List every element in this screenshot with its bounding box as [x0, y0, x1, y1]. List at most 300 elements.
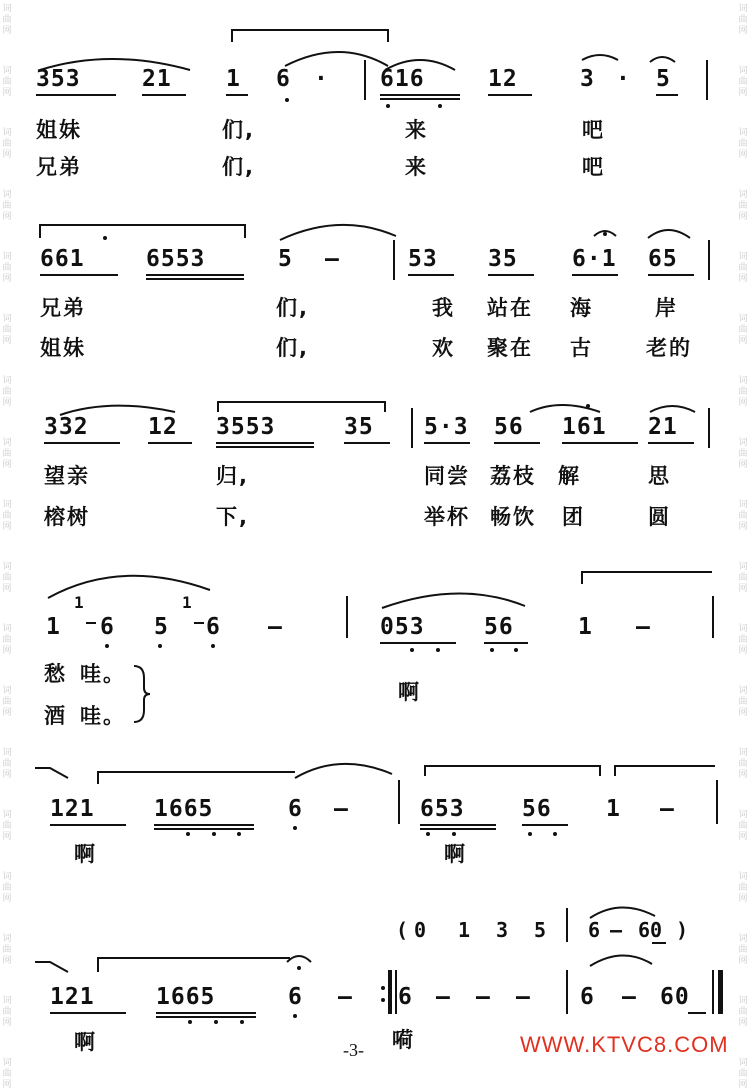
slur	[35, 962, 68, 972]
dash: —	[338, 984, 353, 1010]
lyric: 啊	[398, 680, 421, 704]
underline	[44, 442, 120, 444]
lyric: 圆	[648, 505, 671, 529]
fermata	[287, 956, 311, 962]
note: 6	[206, 614, 221, 640]
underline	[146, 278, 244, 280]
watermark-glyph: 词	[738, 128, 748, 138]
underline	[420, 828, 496, 830]
watermark-glyph: 词	[738, 872, 748, 882]
low-octave-dot	[188, 1020, 192, 1024]
lyric: 聚在	[487, 336, 533, 360]
lyric: 们,	[222, 155, 255, 179]
note-group: 12	[148, 414, 178, 440]
watermark-glyph: 曲	[738, 883, 748, 893]
underline	[408, 274, 454, 276]
lyric: 来	[405, 118, 428, 142]
dash: —	[660, 796, 675, 822]
lyric: 思	[648, 464, 671, 488]
low-octave-dot	[528, 832, 532, 836]
underline	[216, 446, 314, 448]
watermark-glyph: 网	[738, 646, 748, 656]
watermark-glyph: 网	[738, 460, 748, 470]
watermark-glyph: 网	[738, 956, 748, 966]
low-octave-dot	[158, 644, 162, 648]
underline	[156, 1012, 256, 1014]
watermark-glyph: 曲	[738, 449, 748, 459]
bracket	[582, 572, 712, 584]
watermark-glyph: 曲	[2, 945, 12, 955]
watermark-glyph: 网	[738, 150, 748, 160]
watermark-glyph: 曲	[2, 635, 12, 645]
underline	[656, 94, 678, 96]
accomp-close-paren: )	[676, 918, 689, 942]
watermark-glyph: 曲	[738, 635, 748, 645]
high-octave-dot	[103, 236, 107, 240]
lyric: 团	[562, 505, 585, 529]
underline	[420, 824, 496, 826]
low-octave-dot	[436, 648, 440, 652]
note-group: 161	[562, 414, 607, 440]
site-watermark: WWW.KTVC8.COM	[520, 1032, 729, 1057]
repeat-dot	[381, 998, 385, 1002]
watermark-glyph: 网	[738, 832, 748, 842]
note-group: 121	[50, 984, 95, 1010]
lyric: 榕树	[44, 505, 90, 529]
watermark-glyph: 曲	[2, 15, 12, 25]
watermark-glyph: 网	[2, 770, 12, 780]
lyric: 啊	[74, 1030, 97, 1054]
lyric: 姐妹	[36, 118, 82, 142]
watermark-glyph: 网	[738, 522, 748, 532]
watermark-glyph: 词	[738, 934, 748, 944]
watermark-glyph: 曲	[738, 139, 748, 149]
watermark-glyph: 词	[738, 438, 748, 448]
barline	[364, 60, 366, 100]
watermark-glyph: 词	[738, 1058, 748, 1068]
underline	[148, 442, 192, 444]
underline	[380, 642, 456, 644]
watermark-glyph: 网	[738, 894, 748, 904]
watermark-glyph: 网	[2, 336, 12, 346]
watermark-glyph: 曲	[738, 201, 748, 211]
low-octave-dot	[490, 648, 494, 652]
brace-icon	[132, 664, 152, 724]
note-group: 353	[36, 66, 81, 92]
slur	[285, 52, 388, 66]
bracket	[232, 30, 388, 42]
underline	[146, 274, 244, 276]
watermark-glyph: 网	[738, 88, 748, 98]
note-group: 661	[40, 246, 85, 272]
watermark-glyph: 网	[738, 1018, 748, 1028]
bracket	[98, 772, 295, 784]
watermark-glyph: 网	[2, 832, 12, 842]
watermark-glyph: 网	[2, 584, 12, 594]
underline	[154, 824, 254, 826]
underline	[156, 1016, 256, 1018]
watermark-glyph: 曲	[2, 573, 12, 583]
note: 6	[580, 984, 595, 1010]
underline	[50, 1012, 126, 1014]
watermark-glyph: 词	[738, 500, 748, 510]
watermark-glyph: 曲	[2, 759, 12, 769]
lyric: 岸	[655, 296, 678, 320]
watermark-glyph: 词	[2, 66, 12, 76]
watermark-glyph: 曲	[738, 1069, 748, 1079]
accomp-open-paren: (	[396, 918, 409, 942]
bracket	[425, 766, 600, 776]
low-octave-dot	[426, 832, 430, 836]
underline	[522, 824, 568, 826]
watermark-glyph: 词	[2, 810, 12, 820]
lyric: 望亲	[44, 464, 90, 488]
repeat-barline-thick	[388, 970, 392, 1014]
low-octave-dot	[553, 832, 557, 836]
watermark-glyph: 网	[738, 770, 748, 780]
note-group: 6	[276, 66, 291, 92]
low-octave-dot	[240, 1020, 244, 1024]
grace-note: 1	[74, 593, 85, 612]
slur	[648, 230, 690, 238]
underline	[50, 824, 126, 826]
watermark-glyph: 网	[738, 1080, 748, 1090]
watermark-glyph: 曲	[738, 945, 748, 955]
accomp-note: 60	[638, 918, 663, 942]
watermark-glyph: 曲	[738, 15, 748, 25]
low-octave-dot	[386, 104, 390, 108]
low-octave-dot	[212, 832, 216, 836]
lyric: 哇。	[80, 662, 126, 686]
slur	[582, 55, 618, 60]
dash: —	[334, 796, 349, 822]
repeat-barline-thin	[395, 970, 397, 1014]
watermark-glyph: 网	[738, 398, 748, 408]
watermark-glyph: 词	[2, 996, 12, 1006]
watermark-glyph: 网	[2, 708, 12, 718]
watermark-glyph: 网	[738, 708, 748, 718]
note-group: 21	[142, 66, 172, 92]
underline	[484, 642, 528, 644]
barline	[346, 596, 348, 638]
slur	[382, 593, 525, 608]
underline	[154, 828, 254, 830]
barline	[566, 970, 568, 1014]
grace-tie	[86, 622, 96, 624]
lyric: 哇。	[80, 704, 126, 728]
note: 6	[288, 984, 303, 1010]
watermark-glyph: 网	[2, 522, 12, 532]
barline	[712, 596, 714, 638]
watermark-glyph: 词	[738, 810, 748, 820]
watermark-glyph: 词	[738, 66, 748, 76]
watermark-glyph: 曲	[2, 1069, 12, 1079]
watermark-glyph: 词	[738, 252, 748, 262]
underline	[562, 442, 638, 444]
watermark-glyph: 词	[2, 190, 12, 200]
watermark-glyph: 曲	[2, 821, 12, 831]
lyric: 嗬	[392, 1028, 415, 1052]
watermark-glyph: 词	[738, 748, 748, 758]
note-group: 1665	[156, 984, 216, 1010]
watermark-glyph: 网	[2, 956, 12, 966]
watermark-glyph: 词	[2, 562, 12, 572]
watermark-glyph: 词	[738, 686, 748, 696]
underline	[424, 442, 470, 444]
watermark-glyph: 网	[738, 26, 748, 36]
note-group: 616	[380, 66, 425, 92]
barline	[566, 908, 568, 942]
note-group: 121	[50, 796, 95, 822]
watermark-glyph: 词	[2, 1058, 12, 1068]
final-barline-thin	[712, 970, 714, 1014]
lyric: 同尝	[424, 464, 470, 488]
barline	[411, 408, 413, 448]
watermark-glyph: 词	[738, 314, 748, 324]
lyric: 来	[405, 155, 428, 179]
low-octave-dot	[237, 832, 241, 836]
note-group: 1	[226, 66, 241, 92]
watermark-glyph: 网	[2, 212, 12, 222]
barline	[398, 780, 400, 824]
note: 1	[578, 614, 593, 640]
watermark-glyph: 网	[2, 150, 12, 160]
accomp-note: 0	[414, 918, 427, 942]
lyric: 们,	[276, 296, 309, 320]
watermark-glyph: 词	[738, 376, 748, 386]
slur	[590, 955, 652, 966]
watermark-glyph: 网	[2, 1080, 12, 1090]
dash: —	[622, 984, 637, 1010]
note: 1	[46, 614, 61, 640]
slur	[650, 406, 695, 412]
lyric: 畅饮	[490, 505, 536, 529]
note-group: 332	[44, 414, 89, 440]
note-group: 5	[656, 66, 671, 92]
lyric: 海	[570, 296, 593, 320]
accomp-note: 1	[458, 918, 471, 942]
note-group: 5	[278, 246, 293, 272]
lyric: 姐妹	[40, 336, 86, 360]
note-group: 12	[488, 66, 518, 92]
watermark-glyph: 曲	[2, 263, 12, 273]
underline	[380, 94, 460, 96]
note-group: 53	[408, 246, 438, 272]
bracket	[218, 402, 385, 412]
barline	[706, 60, 708, 100]
watermark-glyph: 曲	[738, 387, 748, 397]
low-octave-dot	[105, 644, 109, 648]
lyric: 吧	[582, 155, 605, 179]
underline	[488, 274, 534, 276]
final-barline-thick	[718, 970, 723, 1014]
lyric: 啊	[74, 842, 97, 866]
watermark-glyph: 曲	[738, 573, 748, 583]
lyric: 荔枝	[490, 464, 536, 488]
watermark-glyph: 网	[738, 274, 748, 284]
low-octave-dot	[186, 832, 190, 836]
dash: —	[516, 984, 531, 1010]
dot-extension: ·	[616, 66, 631, 92]
page-number: -3-	[343, 1040, 364, 1060]
bracket	[98, 958, 290, 972]
watermark-glyph: 曲	[738, 697, 748, 707]
lyric: 酒	[44, 704, 67, 728]
lyric: 举杯	[424, 505, 470, 529]
watermark-glyph: 词	[2, 252, 12, 262]
watermark-glyph: 曲	[2, 201, 12, 211]
watermark-glyph: 网	[2, 88, 12, 98]
lyric: 兄弟	[40, 296, 86, 320]
barline	[708, 408, 710, 448]
lyric: 解	[558, 464, 581, 488]
watermark-glyph: 曲	[2, 77, 12, 87]
watermark-glyph: 网	[2, 398, 12, 408]
underline	[572, 274, 618, 276]
watermark-glyph: 曲	[2, 1007, 12, 1017]
note-group: 35	[488, 246, 518, 272]
dot-extension: ·	[314, 66, 329, 92]
watermark-glyph: 曲	[2, 387, 12, 397]
watermark-glyph: 词	[2, 500, 12, 510]
slur	[280, 225, 396, 240]
barline	[716, 780, 718, 824]
watermark-glyph: 词	[2, 748, 12, 758]
slur	[295, 764, 392, 778]
dash: —	[325, 246, 340, 272]
note-group: 3	[580, 66, 595, 92]
watermark-glyph: 曲	[738, 821, 748, 831]
underline	[344, 442, 390, 444]
note-group: 3553	[216, 414, 276, 440]
lyric: 欢	[432, 336, 455, 360]
watermark-glyph: 词	[738, 190, 748, 200]
watermark-glyph: 曲	[2, 449, 12, 459]
watermark-glyph: 词	[738, 4, 748, 14]
bracket	[40, 225, 245, 238]
lyric: 愁	[44, 662, 67, 686]
note: 1	[606, 796, 621, 822]
watermark-glyph: 网	[2, 1018, 12, 1028]
watermark-glyph: 网	[2, 274, 12, 284]
underline	[648, 274, 694, 276]
lyric: 归,	[216, 464, 249, 488]
note-group: 35	[344, 414, 374, 440]
watermark-glyph: 曲	[738, 325, 748, 335]
accomp-note: 3	[496, 918, 509, 942]
low-octave-dot	[438, 104, 442, 108]
watermark-glyph: 网	[2, 894, 12, 904]
accomp-note: 6	[588, 918, 601, 942]
watermark-glyph: 曲	[2, 511, 12, 521]
lyric: 我	[432, 296, 455, 320]
note-group: 1665	[154, 796, 214, 822]
note: 6	[288, 796, 303, 822]
dash: —	[268, 614, 283, 640]
watermark-glyph: 词	[2, 4, 12, 14]
note-group: 653	[420, 796, 465, 822]
underline	[40, 274, 118, 276]
low-octave-dot	[293, 1014, 297, 1018]
left-watermark-column	[0, 0, 14, 1090]
watermark-glyph: 词	[738, 562, 748, 572]
watermark-glyph: 词	[2, 624, 12, 634]
lyric: 古	[570, 336, 593, 360]
watermark-glyph: 词	[2, 376, 12, 386]
repeat-dot	[381, 986, 385, 990]
watermark-glyph: 网	[2, 460, 12, 470]
watermark-glyph: 网	[2, 26, 12, 36]
barline	[393, 240, 395, 280]
low-octave-dot	[514, 648, 518, 652]
note-group: 56	[522, 796, 552, 822]
dash: —	[436, 984, 451, 1010]
note-group: 5·3	[424, 414, 469, 440]
lyric: 下,	[216, 505, 249, 529]
lyric: 啊	[444, 842, 467, 866]
underline	[142, 94, 186, 96]
watermark-glyph: 曲	[2, 325, 12, 335]
note-group: 60	[660, 984, 690, 1010]
low-octave-dot	[452, 832, 456, 836]
watermark-glyph: 词	[2, 872, 12, 882]
slur	[35, 768, 68, 778]
note-group: 6553	[146, 246, 206, 272]
grace-tie	[194, 622, 204, 624]
underline	[36, 94, 116, 96]
watermark-glyph: 网	[738, 212, 748, 222]
watermark-glyph: 曲	[738, 263, 748, 273]
underline	[648, 442, 694, 444]
lyric: 兄弟	[36, 155, 82, 179]
slur	[590, 907, 655, 918]
watermark-glyph: 词	[2, 314, 12, 324]
watermark-glyph: 曲	[2, 139, 12, 149]
note-group: 65	[648, 246, 678, 272]
watermark-glyph: 曲	[738, 77, 748, 87]
lyric: 吧	[582, 118, 605, 142]
underline	[652, 942, 666, 944]
note-group: 053	[380, 614, 425, 640]
low-octave-dot	[214, 1020, 218, 1024]
bracket	[615, 766, 715, 776]
watermark-glyph: 词	[2, 934, 12, 944]
watermark-glyph: 曲	[738, 1007, 748, 1017]
low-octave-dot	[211, 644, 215, 648]
watermark-glyph: 曲	[738, 759, 748, 769]
underline	[494, 442, 540, 444]
watermark-glyph: 网	[738, 336, 748, 346]
underline	[380, 98, 460, 100]
lyric: 站在	[487, 296, 533, 320]
note: 5	[154, 614, 169, 640]
watermark-glyph: 曲	[2, 697, 12, 707]
underline	[688, 1012, 706, 1014]
fermata-dot	[297, 966, 301, 970]
underline	[488, 94, 532, 96]
underline	[226, 94, 248, 96]
watermark-glyph: 词	[738, 624, 748, 634]
grace-note: 1	[182, 593, 193, 612]
note-group: 56	[494, 414, 524, 440]
accomp-note: 5	[534, 918, 547, 942]
dash: —	[476, 984, 491, 1010]
low-octave-dot	[285, 98, 289, 102]
watermark-glyph: 词	[2, 686, 12, 696]
note-group: 56	[484, 614, 514, 640]
low-octave-dot	[293, 826, 297, 830]
underline	[216, 442, 314, 444]
